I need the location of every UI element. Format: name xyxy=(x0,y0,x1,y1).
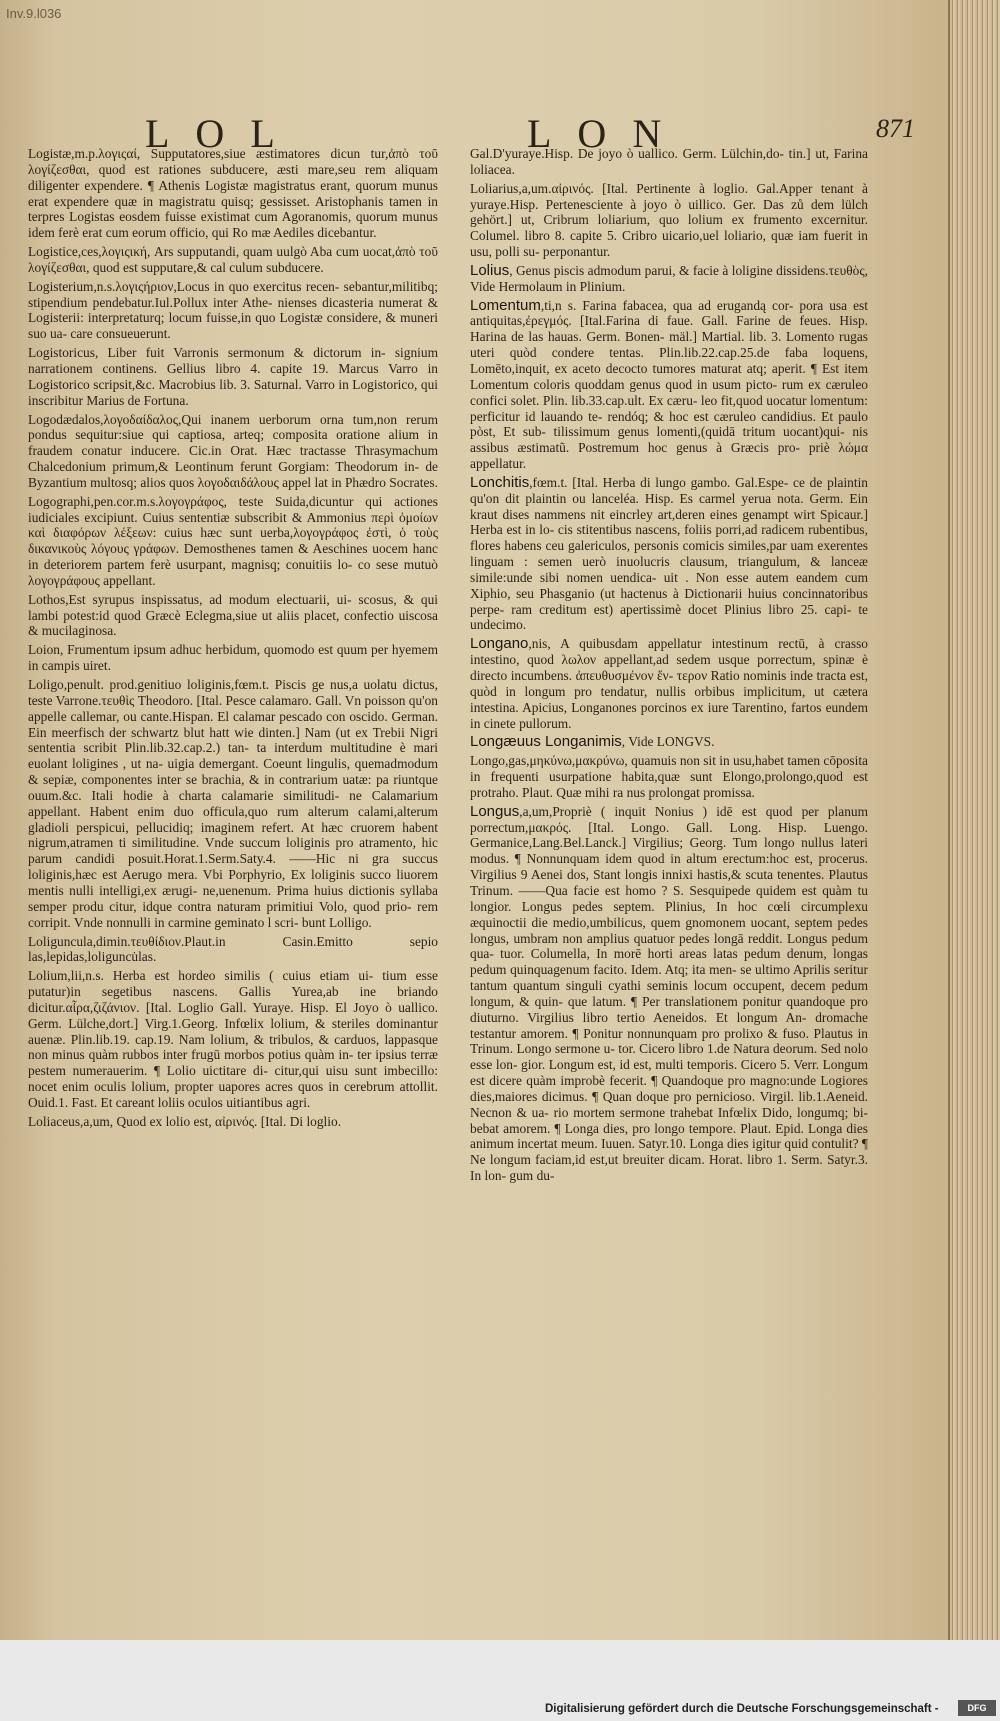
dictionary-entry xyxy=(470,475,868,633)
entry-text: ,nis, A quibusdam appellatur intestinum rectū, à crasso intestino, quod λωλον appellant,ad sedem usque porrectum, spinæ è directo incumbens. ἀπευθυσμένον ἔν- τερον Ratio nominis inde tracta est, quòd in longum pro tendatur, nullis orbibus implicitum, ut cætera intestina. Apicius, Longanones porcinos ex iure Tarentino, fartos eundem in cinete pullorum. xyxy=(470,636,868,731)
book-page-edges xyxy=(948,0,1000,1645)
entry-text: ,fœm.t. [Ital. Herba di lungo gambo. Gal.Espe- ce de plaintin qu'on dit plaintin ou lanceléa. Hisp. Es carmel yerua nota. Germ. Ein kraut dises nammens nit eincrley art,deren eines genampt wirt Spicaur.] Herba est in lo- cis stitentibus nascens, foliis porri,ad radicem rubentibus, flores habens ceu galericulos, personis comicis similes,par uam exerentes linguam : semen uerò inuolucris clausum, triangulum, & lanceæ simile:unde sibi nomen uendica- uit . Non esse autem eandem cum Xiphio, seu Phasganio (ut hactenus à Dictionarii huius concinnatoribus perpe- ram creditum est) apertissimè docet Plinius libro 25. capi- te undecimo. xyxy=(470,474,868,633)
entry-text: Loliguncula,dimin.τευθίδιον.Plaut.in Casin.Emitto sepio las,lepidas,loliguncu̇las. xyxy=(28,933,438,965)
entry-headword: Lonchitis xyxy=(470,473,530,491)
entry-headword: Lomentum xyxy=(470,296,541,314)
dictionary-entry xyxy=(28,934,438,966)
dictionary-entry xyxy=(470,753,868,801)
entry-text: Logodædalos,λογοδαίδαλος,Qui inanem uerborum orna tum,non rerum pondus sequitur:siue qui captiosa, arteq; composita oratione alium in fraudem conatur inducere. Cic.in Orat. Hæc tractasse Thrasymachum Chalcedonium primum,& Leontinum ferunt Gorgiam: Theodorum in- de Byzantium multosq; alios quos λογοδαιδάλους appel lat in Phædro Socrates. xyxy=(28,411,438,490)
left-column xyxy=(28,146,438,1130)
entry-text: Logistæ,m.p.λογιςαί, Supputatores,siue æstimatores dicun tur,ἀπὸ τοῦ λογίζεσθαι, quod est rationes subducere, æsti mare,seu rem aliquam diligenter expendere. ¶ Athenis Logistæ magistratus erant, quorum munus erat expendere quæ in magistratu quisq; gessisset. Aristophanis tamen in terpres Logistas eosdem fuisse existimat cum Agoranomis, quorum munus idem ferè erat cum eorum officio, qui Ro mæ Aediles dicebantur. xyxy=(28,146,438,241)
dfg-logo: DFG xyxy=(958,1700,996,1716)
dictionary-entry xyxy=(470,146,868,178)
dictionary-entry xyxy=(28,1114,438,1130)
page-number: 871 xyxy=(876,114,915,143)
running-head-left: LOL xyxy=(145,111,301,156)
entry-text: , Vide LONGVS. xyxy=(621,734,715,750)
entry-text: Gal.D'yuraye.Hisp. De joyo ò uallico. Germ. Lülchin,do- tin.] ut, Farina loliacea. xyxy=(470,146,868,177)
dictionary-entry xyxy=(470,734,868,750)
dictionary-entry xyxy=(470,298,868,472)
entry-text: Loion, Frumentum ipsum adhuc herbidum, quomodo est quum per hyemem in campis uiret. xyxy=(28,642,438,674)
entry-text: Lolium,lii,n.s. Herba est hordeo similis ( cuius etiam ui- tium esse putatur)in segetibus nascens. Gallis Yurea,ab ine briando dicitur.αἶρα,ζιζάνιον. [Ital. Loglio Gall. Yuraye. Hisp. El Joyo ò uallico. Germ. Lülche,dort.] Virg.1.Georg. Infœlix lolium, & steriles dominantur auenæ. Plin.lib.19. cap.19. Nam lolium, & tribulos, & carduos, lappasque non minus quàm rubbos inter frugū morbos potius quàm in- ter ipsius terræ pestem numerauerim. ¶ Lolio uictitare di- citur,qui uisu sunt imbecillo: nocet enim oculis lolium, propter uapores acres quos in cerebrum attollit. Ouid.1. Fast. Et careant loliis oculos uitiantibus agri. xyxy=(28,968,438,1110)
dictionary-entry xyxy=(28,494,438,589)
dictionary-entry xyxy=(470,636,868,731)
entry-text: ,ti,n s. Farina fabacea, qua ad erugandą cor- pora usa est antiquitas,ἐρεγμός. [Ital.Farina di faue. Gall. Farine de feues. Hisp. Harina de las hauas. Germ. Bonen- mäl.] Martial. lib. 3. Lomento rugas uteri quòd condere tentas. Plin.lib.22.cap.25.de faba loquens, Lomēto,inquit, ex aceto decocto tumores maturat atq; aperit. ¶ Est item Lomentum coloris quoddam genus quod in usum picto- rum ex cæruleo confici solet. Plin. lib.33.cap.ult. Ex cæru- leo fit,quod uocatur lomentum: perficitur id lauando te- rendóq; & hoc est cæruleo candidius. Et paulo pòst, Et sub- tilissimum genus lomenti,(quidā tritum uocant)qui- nis assibus æstimatũ. Postremum hoc genus à Græcis pro- priè λώμα appellatur. xyxy=(470,297,868,472)
dictionary-entry xyxy=(28,345,438,408)
entry-headword: Lolius xyxy=(470,261,510,279)
entry-text: Logistoricus, Liber fuit Varronis sermonum & dictorum in- signium narrationem continens. Gellius libro 4. capite 19. Marcus Varro in Logistorico scripsit,&c. Macrobius lib. 3. Saturnal. Varro in Logistorico, qui inscribitur Marius de Fortuna. xyxy=(28,345,438,408)
entry-text: Logisterium,n.s.λογιςήριον,Locus in quo exercitus recen- sebantur,militibq; stipendium pendebatur.Iul.Pollux inter Athe- nienses dicasteria numerat & Logisterii: interpretaturq; locum fuisse,in quo Logistæ considere, & muneri suo ua- care consueuerunt. xyxy=(28,278,438,342)
entry-text: Longo,gas,μηκύνω,μακρύνω, quamuis non sit in usu,habet tamen cōposita in frequenti usurpatione habita,quæ sunt Elongo,prolongo,quod est protraho. Plaut. Quæ mihi ra nus prolongat promissa. xyxy=(470,753,869,800)
entry-text: , Genus piscis admodum parui, & facie à loligine dissidens.τευθὸς, Vide Hermolaum in Plinium. xyxy=(470,262,868,294)
dictionary-entry xyxy=(28,642,438,674)
right-column xyxy=(470,146,868,1184)
dictionary-entry xyxy=(28,244,438,276)
dictionary-entry xyxy=(28,677,438,931)
entry-text: Lothos,Est syrupus inspissatus, ad modum electuarii, ui- scosus, & qui lambi potest:id quod Græcè Eclegma,siue ut aliis placet, confectio uiscosa & mucilaginosa. xyxy=(28,591,438,639)
dictionary-entry xyxy=(28,592,438,640)
entry-text: Logistice,ces,λογιςική, Ars supputandi, quam uulgò Aba cum uocat,ἀπὸ τοῦ λογίζεσθαι, quod est supputare,& cal culum subducere. xyxy=(28,244,438,275)
dictionary-entry xyxy=(28,968,438,1111)
dictionary-entry xyxy=(28,412,438,491)
entry-text: ,a,um,Propriè ( inquit Nonius ) idē est quod per planum porrectum,μακρός. [Ital. Longo. Gall. Long. Hisp. Luengo. Germanice,Lang.Bel.Lanck.] Virgilius; Georg. Tum longo nullus lateri modus. ¶ Nonnunquam idem quod in altum erectum:hoc est, procerus. Virgilius 9 Aenei dos, Stant longis innixi hastis,& scuta tenentes. Plautus Trinum. ——Qua facie est homo ? S. Sesquipede quidem est quàm tu longior. Longus pedes septem. Plinius, In hoc cœli circumplexu æquinoctii die medio,umbilicus, quem gnomonem uocant, septem pedes longus, umbram non amplius quatuor pedes longā reddit. Longus pedum qua- tuor. Columella, In morē horti areas latas pedum denum, longas pedum quinquagenum facito. Idem. Atq; ita men- se ultimo Aprilis seritur tantum quantum singuli cyathi seminis locum occupent, decem pedum longum, & quin- que latum. ¶ Per translationem ponitur quandoque pro diuturno. Virgilius libro tertio Aeneidos. Et longum An- dromache testantur amorem. ¶ Ponitur nonnunquam pro prolixo & fuso. Plautus in Trinum. Longo sermone u- tor. Cicero libro 1.de Natura deorum. Sed nolo esse lon- gior. Longum est, id est, multi temporis. Cicero 5. Verr. Longum est dicere quàm improbè fecerit. ¶ Quandoque pro magno:unde Logiores dies,maiores dicimus. ¶ Quan doque pro perniciosο. Virgil. lib.1.Aeneid. Necnon & ua- rio mortem sermone trahebat Infœlix Dido, longumq; bi- bebat amorem. ¶ Longa dies, pro longo tempore. Plaut. Epid. Longa dies animum incertat meum. Iuuen. Satyr.10. Longa dies igitur quid contulit? ¶ Ne longum faciam,id est,ut breuiter dicam. Horat. libro 1. Serm. Satyr.3. In lon- gum du- xyxy=(470,803,868,1184)
dictionary-entry xyxy=(470,804,868,1184)
dictionary-entry xyxy=(28,146,438,241)
dictionary-entry xyxy=(470,181,868,260)
running-head-right: LON xyxy=(527,111,688,156)
entry-text: Logographi,pen.cor.m.s.λογογράφος, teste Suida,dicuntur qui actiones iudiciales excipiunt. Cuius sententiæ subscribit & Ammonius περὶ ὁμοίων καὶ διαφόρων λέξεων: cuius hæc sunt uerba,λογογράφος ἐστὶ, ὁ τοὺς δικανικοὺς λόγους γράφων. Demosthenes tamen & Aeschines uocem hanc in deteriorem partem ferè usurpant, magnisq; conuitiis lo- co sese mutuò λογογράφους appellant. xyxy=(28,493,438,588)
entry-text: Loliarius,a,um.αἰρινός. [Ital. Pertinente à loglio. Gal.Apper tenant à yuraye.Hisp. Pertenesciente à joyo ò uillico. Ger. Das zů dem lülch gehört.] ut, Cribrum loliarium, quo lolium ex frumento excernitur. Columel. libro 8. capite 5. Cribro uicario,uel loliario, quæ iam fuerit in usu, polli su- perponantur. xyxy=(470,180,868,260)
entry-headword: Longus xyxy=(470,802,520,820)
shelfmark: Inv.9.l036 xyxy=(6,6,62,21)
digitization-credit: Digitalisierung gefördert durch die Deutsche Forschungsgemeinschaft - xyxy=(545,1703,939,1715)
dictionary-entry xyxy=(470,263,868,295)
entry-text: Loliaceus,a,um, Quod ex lolio est, αἰρινός. [Ital. Di loglio. xyxy=(28,1113,342,1129)
entry-text: Loligo,penult. prod.genitiuo loliginis,fœm.t. Piscis ge nus,a uolatu dictus, teste Varrone.τευθὶς Theodoro. [Ital. Pesce calamaro. Gall. Vn poisson qu'on appelle callemar, ou cante.Hispan. El calamar pescado con oscido. German. Ein meerfisch der schwartz blut hatt wie dinten.] Nam (ut ex Trebii Nigri sententia scribit Plin.lib.32.cap.2.) tan- ta interdum multitudine è mari euolant loligines , ut na- uigia demergant. Coeunt lingulis, quemadmodum & sepiæ, componentes inter se brachia, & in contrarium uatæ: pa riuntque ouum.&c. Itali hodie à charta calamarie similitudi- ne Calamarium appellant. Habent enim duo officula,quo rum alterum calami,alterum gladioli perspicui, pellucidiq; imaginem refert. At hæc cruorem habent nigrum,atramen ti similitudine. Vnde succum loliginis pro atramento, hic parum candidi posuit.Horat.1.Serm.Saty.4. ——Hic ni gra succus loliginis,hæc est Aerugo mera. Vbi Porphyrio, Ex loliginis succo liuorem mentis nulli intelligi,ex ærugi- ne,uenenum. Prima huius dictionis syllaba semper produ citur, idque contra naturam primitiui Volo, quod prio- rem corripit. Vnde nonnulli in carmine geminato l scri- bunt Lolligo. xyxy=(28,677,438,930)
entry-headword: Longano xyxy=(470,635,529,653)
dictionary-entry xyxy=(28,279,438,342)
entry-headword: Longæuus Longanimis xyxy=(470,733,622,751)
